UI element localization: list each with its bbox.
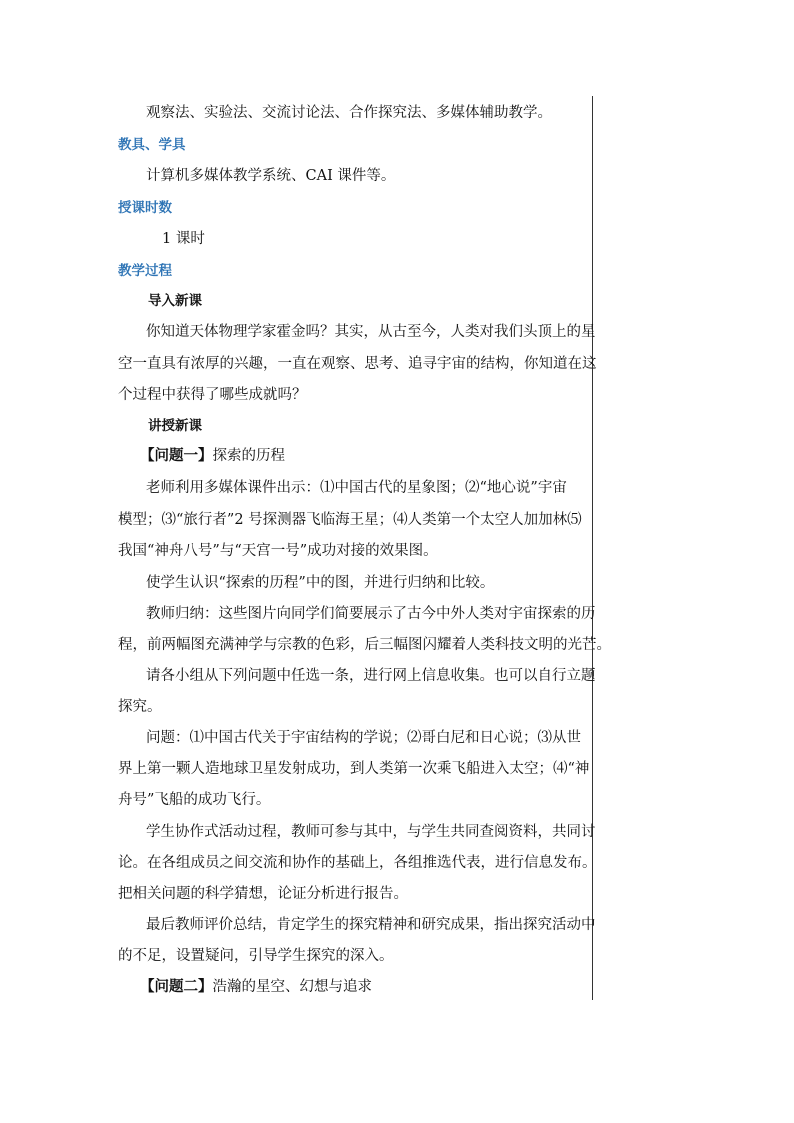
question-one-title: 探索的历程 [212, 448, 285, 464]
group-line: 探究。 [118, 699, 162, 715]
coop-line: 把相关问题的科学猜想，论证分析进行报告。 [118, 886, 408, 902]
eval-line: 最后教师评价总结，肯定学生的探究精神和研究成果，指出探究活动中 [146, 917, 596, 933]
question-two-heading [140, 977, 372, 997]
question-two-tag: 【问题二】 [140, 979, 213, 995]
summary-line: 教师归纳：这些图片向同学们简要展示了古今中外人类对宇宙探索的历 [146, 606, 596, 622]
students-line: 使学生认识“探索的历程”中的图，并进行归纳和比较。 [146, 575, 495, 591]
summary-line: 程，前两幅图充满神学与宗教的色彩，后三幅图闪耀着人类科技文明的光芒。 [118, 637, 611, 653]
methods-text: 观察法、实验法、交流讨论法、合作探究法、多媒体辅助教学。 [146, 105, 552, 121]
coop-line: 学生协作式活动过程，教师可参与其中，与学生共同查阅资料，共同讨 [146, 824, 596, 840]
question-line: 界上第一颗人造地球卫星发射成功，到人类第一次乘飞船进入太空；⑷“神 [118, 761, 590, 777]
coop-line: 论。在各组成员之间交流和协作的基础上，各组推选代表，进行信息发布。 [118, 855, 597, 871]
group-line: 请各小组从下列问题中任选一条，进行网上信息收集。也可以自行立题 [146, 668, 596, 684]
subheading-intro: 导入新课 [148, 293, 202, 309]
question-line: 舟号”飞船的成功飞行。 [118, 792, 271, 808]
intro-line: 个过程中获得了哪些成就吗？ [118, 387, 307, 403]
eval-line: 的不足，设置疑问，引导学生探究的深入。 [118, 948, 394, 964]
tools-text: 计算机多媒体教学系统、CAI 课件等。 [146, 168, 396, 184]
teacher-show-line: 我国“神舟八号”与“天宫一号”成功对接的效果图。 [118, 543, 438, 559]
teacher-show-line: 模型；⑶“旅行者”2 号探测器飞临海王星；⑷人类第一个太空人加加林⑸ [118, 512, 582, 528]
intro-line: 你知道天体物理学家霍金吗？其实，从古至今，人类对我们头顶上的星 [146, 324, 596, 340]
question-one-heading [140, 446, 285, 466]
teacher-show-line: 老师利用多媒体课件出示：⑴中国古代的星象图；⑵“地心说”宇宙 [146, 480, 567, 496]
question-one-tag: 【问题一】 [140, 448, 213, 464]
question-line: 问题：⑴中国古代关于宇宙结构的学说；⑵哥白尼和日心说；⑶从世 [146, 730, 581, 746]
heading-tools: 教具、学具 [118, 137, 186, 153]
subheading-new-lesson: 讲授新课 [148, 418, 202, 434]
hours-text: 1 课时 [162, 231, 205, 247]
heading-process: 教学过程 [118, 263, 172, 279]
intro-line: 空一直具有浓厚的兴趣，一直在观察、思考、追寻宇宙的结构，你知道在这 [118, 356, 597, 372]
question-two-title: 浩瀚的星空、幻想与追求 [212, 979, 372, 995]
heading-hours: 授课时数 [118, 200, 172, 216]
